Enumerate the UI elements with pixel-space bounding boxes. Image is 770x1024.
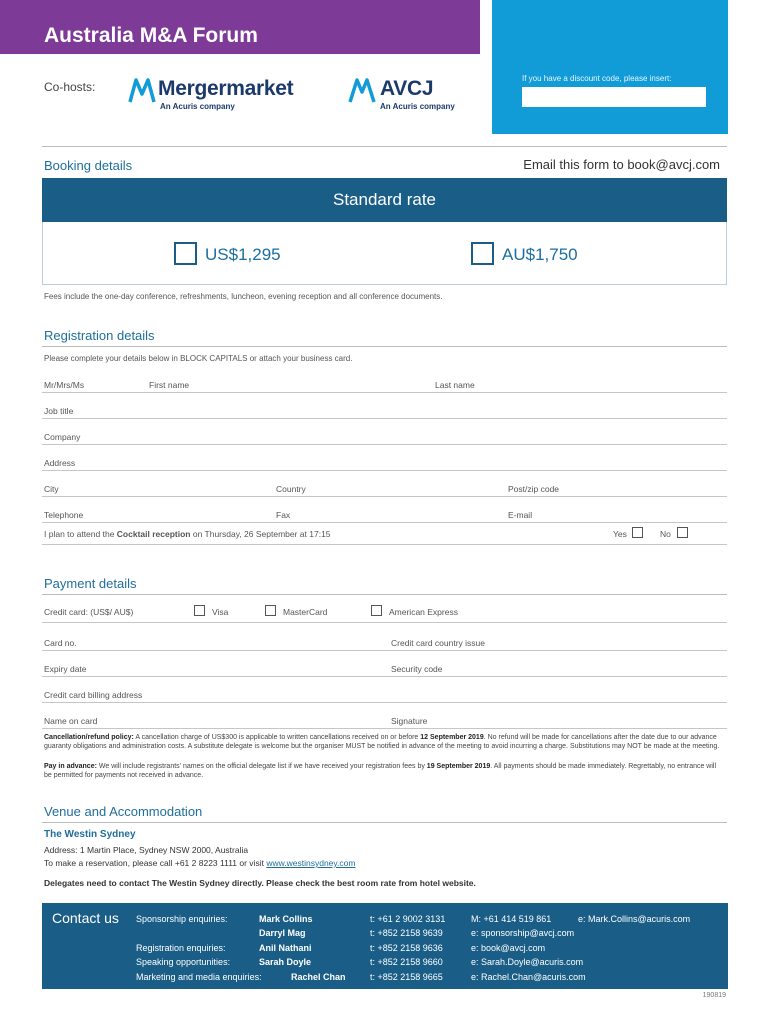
credit-card-field-line — [42, 622, 727, 623]
amex-checkbox[interactable] — [371, 605, 382, 616]
contact-tel: t: +852 2158 9665 — [370, 972, 443, 982]
company-field-line[interactable] — [42, 444, 727, 445]
cancellation-date: 12 September 2019 — [420, 734, 484, 741]
contact-title: Contact us — [52, 910, 119, 926]
cocktail-yes-checkbox[interactable] — [632, 527, 643, 538]
payment-details-title: Payment details — [44, 576, 137, 591]
cocktail-line — [44, 529, 331, 539]
aud-price-checkbox[interactable] — [471, 242, 494, 265]
address-label: Address — [44, 458, 76, 468]
cocktail-post: on Thursday, 26 September at 17:15 — [192, 529, 331, 539]
card-no-label: Card no. — [44, 638, 77, 648]
visa-label: Visa — [212, 607, 229, 617]
last-name-label: Last name — [435, 380, 475, 390]
security-code-label: Security code — [391, 664, 443, 674]
standard-rate-body — [42, 222, 727, 285]
telephone-field-line[interactable] — [42, 522, 727, 523]
title-field-label: Mr/Mrs/Ms — [44, 380, 85, 390]
first-name-label: First name — [149, 380, 190, 390]
contact-person: Anil Nathani — [259, 943, 312, 953]
expiry-label: Expiry date — [44, 664, 87, 674]
name-on-card-label: Name on card — [44, 716, 98, 726]
fees-note: Fees include the one-day conference, refreshments, luncheon, evening reception and all conference documents. — [44, 292, 443, 301]
registration-instruction: Please complete your details below in BLOCK CAPITALS or attach your business card. — [44, 354, 353, 363]
header-divider — [42, 146, 727, 147]
contact-tel: t: +61 2 9002 3131 — [370, 914, 446, 924]
contact-label: Speaking opportunities: — [136, 957, 231, 967]
pay-in-advance — [44, 762, 724, 780]
job-title-field-line[interactable] — [42, 418, 727, 419]
expiry-field-line[interactable] — [42, 676, 727, 677]
contact-person: Mark Collins — [259, 914, 313, 924]
cocktail-pre: I plan to attend the — [44, 529, 115, 539]
delegates-note: Delegates need to contact The Westin Sydney directly. Please check the best room rate from hotel website. — [44, 878, 476, 888]
contact-person: Rachel Chan — [291, 972, 346, 982]
registration-details-title: Registration details — [44, 328, 155, 343]
contact-tel: t: +852 2158 9660 — [370, 957, 443, 967]
signature-label: Signature — [391, 716, 428, 726]
contact-email[interactable]: e: sponsorship@avcj.com — [471, 928, 575, 938]
cancellation-policy — [44, 733, 724, 751]
mergermarket-logo-icon — [128, 76, 156, 104]
pay-in-advance-label: Pay in advance: — [44, 763, 97, 770]
address-field-line[interactable] — [42, 470, 727, 471]
name-field-line[interactable] — [42, 392, 727, 393]
country-label: Country — [276, 484, 306, 494]
card-no-field-line[interactable] — [42, 650, 727, 651]
email-label: E-mail — [508, 510, 533, 520]
cancellation-policy-label: Cancellation/refund policy: — [44, 734, 134, 741]
name-on-card-field-line[interactable] — [42, 728, 727, 729]
fax-label: Fax — [276, 510, 291, 520]
venue-divider — [42, 822, 727, 823]
contact-tel: t: +852 2158 9636 — [370, 943, 443, 953]
mergermarket-logo-name: Mergermarket — [158, 77, 294, 100]
contact-email[interactable]: e: book@avcj.com — [471, 943, 546, 953]
contact-tel: t: +852 2158 9639 — [370, 928, 443, 938]
cocktail-field-line — [42, 544, 727, 545]
pay-in-advance-text2: . All payments should be made immediately. Regrettably, no entrance will be permitted for payments not received in advance. — [44, 763, 717, 779]
avcj-logo-sub: An Acuris company — [380, 102, 455, 111]
avcj-logo — [348, 74, 468, 112]
contact-email[interactable]: e: Rachel.Chan@acuris.com — [471, 972, 586, 982]
contact-email[interactable]: e: Mark.Collins@acuris.com — [578, 914, 691, 924]
mastercard-checkbox[interactable] — [265, 605, 276, 616]
registration-divider — [42, 346, 727, 347]
mastercard-label: MasterCard — [283, 607, 328, 617]
venue-reservation-text: To make a reservation, please call +61 2 8223 1111 or visit — [44, 858, 264, 868]
venue-name: The Westin Sydney — [44, 829, 136, 840]
mergermarket-logo-sub: An Acuris company — [160, 102, 235, 111]
cocktail-yes-label: Yes — [613, 529, 627, 539]
usd-price-checkbox[interactable] — [174, 242, 197, 265]
credit-card-label: Credit card: (US$/ AU$) — [44, 607, 134, 617]
mergermarket-logo — [128, 74, 318, 112]
cancellation-policy-text1: A cancellation charge of US$300 is applicable to written cancellations received on or before — [135, 734, 419, 741]
discount-code-input[interactable] — [522, 87, 706, 107]
venue-reservation — [44, 858, 355, 868]
aud-price: AU$1,750 — [502, 245, 578, 264]
footer-code: 190819 — [702, 992, 726, 999]
cocktail-no-checkbox[interactable] — [677, 527, 688, 538]
cocktail-no-label: No — [660, 529, 671, 539]
booking-details-title: Booking details — [44, 158, 133, 173]
pay-in-advance-text1: We will include registrants' names on the official delegate list if we have received your registration fees by — [98, 763, 425, 770]
avcj-logo-name: AVCJ — [380, 77, 434, 100]
visa-checkbox[interactable] — [194, 605, 205, 616]
contact-person: Sarah Doyle — [259, 957, 312, 967]
contact-label: Registration enquiries: — [136, 943, 226, 953]
cancellation-policy-text2: . No refund will be made for cancellations after the date due to our advance guaranty obligations and administration costs. A substitute delegate is welcome but the organiser MUST be notified in advance of the meeting to avoid incurring a charge. Substitutions may NOT be made at the meeting. — [44, 734, 720, 750]
venue-address: Address: 1 Martin Place, Sydney NSW 2000, Australia — [44, 845, 249, 855]
usd-price: US$1,295 — [205, 245, 281, 264]
company-label: Company — [44, 432, 81, 442]
amex-label: American Express — [389, 607, 458, 617]
cocktail-bold: Cocktail reception — [116, 529, 191, 539]
city-field-line[interactable] — [42, 496, 727, 497]
venue-website-link[interactable]: www.westinsydney.com — [266, 858, 356, 868]
contact-mobile: M: +61 414 519 861 — [471, 914, 552, 924]
country-issue-label: Credit card country issue — [391, 638, 486, 648]
pay-date: 19 September 2019 — [426, 763, 491, 770]
billing-address-label: Credit card billing address — [44, 690, 143, 700]
avcj-logo-icon — [348, 76, 376, 104]
email-form-line: Email this form to book@avcj.com — [523, 157, 720, 172]
contact-email[interactable]: e: Sarah.Doyle@acuris.com — [471, 957, 584, 967]
venue-title: Venue and Accommodation — [44, 804, 203, 819]
standard-rate-header: Standard rate — [42, 178, 727, 222]
discount-label: If you have a discount code, please insert: — [522, 74, 672, 83]
page-title: Australia M&A Forum — [44, 24, 258, 47]
cohosts-label: Co-hosts: — [44, 80, 96, 94]
contact-person: Darryl Mag — [259, 928, 306, 938]
city-label: City — [44, 484, 59, 494]
postcode-label: Post/zip code — [508, 484, 560, 494]
billing-field-line[interactable] — [42, 702, 727, 703]
contact-label: Marketing and media enquiries: — [136, 972, 262, 982]
telephone-label: Telephone — [44, 510, 84, 520]
contact-label: Sponsorship enquiries: — [136, 914, 228, 924]
job-title-label: Job title — [44, 406, 74, 416]
discount-box — [492, 0, 728, 134]
payment-divider — [42, 594, 727, 595]
